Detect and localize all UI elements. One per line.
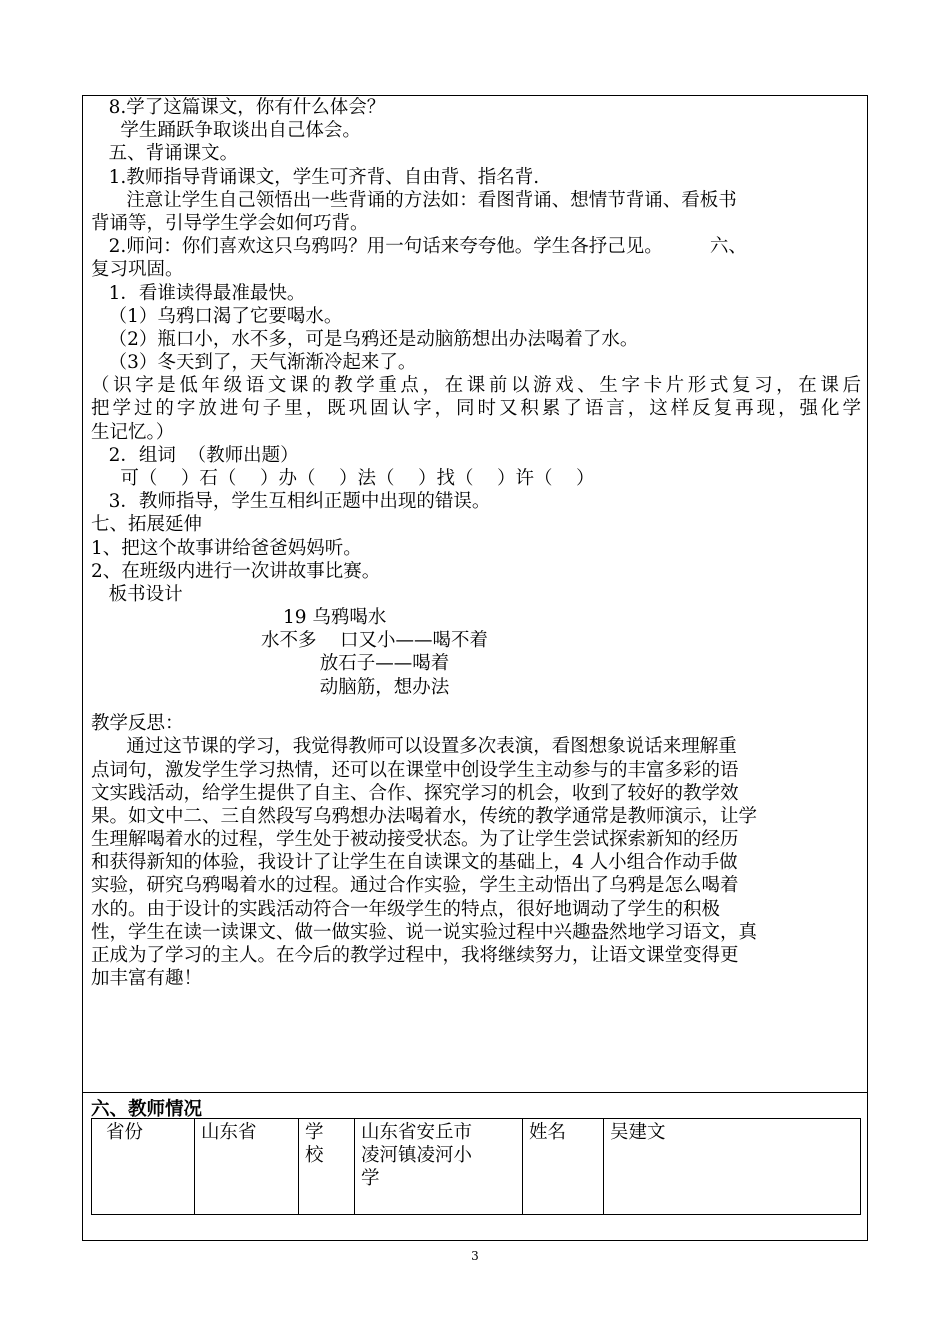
- lesson-line: 复习巩固。: [91, 259, 184, 281]
- board-title: 19 乌鸦喝水: [283, 607, 387, 629]
- reflection-line: 水的。由于设计的实践活动符合一年级学生的特点，很好地调动了学生的积极: [91, 898, 721, 920]
- school-label: 学 校: [299, 1119, 355, 1215]
- lesson-line: 注意让学生自己领悟出一些背诵的方法如：看图背诵、想情节背诵、看板书: [91, 189, 737, 211]
- province-value: 山东省: [195, 1119, 299, 1215]
- lesson-line: 2、在班级内进行一次讲故事比赛。: [91, 560, 381, 582]
- lesson-lines: [91, 96, 861, 606]
- lesson-line: 8.学了这篇课文，你有什么体会？: [91, 97, 386, 118]
- lesson-line: 2.师问：你们喜欢这只乌鸦吗？用一句话来夸夸他。学生各抒己见。 六、: [91, 236, 747, 258]
- lesson-line: 生记忆。）: [91, 421, 175, 443]
- lesson-line: 1.教师指导背诵课文，学生可齐背、自由背、指名背.: [91, 166, 540, 188]
- reflection-text: [91, 735, 861, 990]
- board-line: 水不多 口又小——喝不着: [261, 630, 489, 652]
- lesson-line: 2．组词 （教师出题）: [91, 444, 299, 466]
- name-value: 吴建文: [604, 1119, 861, 1215]
- lesson-line: 五、背诵课文。: [91, 143, 239, 165]
- reflection-line: 实验，研究乌鸦喝着水的过程。通过合作实验，学生主动悟出了乌鸦是怎么喝着: [91, 875, 739, 897]
- reflection-line: 生理解喝着水的过程，学生处于被动接受状态。为了让学生尝试探索新知的经历: [91, 829, 739, 851]
- board-lines: [261, 629, 488, 699]
- reflection-line: 文实践活动，给学生提供了自主、合作、探究学习的机会，收到了较好的教学效: [91, 782, 739, 804]
- board-line: 动脑筋，想办法: [261, 676, 450, 698]
- school-value: 山东省安丘市 凌河镇凌河小 学: [355, 1119, 523, 1215]
- reflection-heading: 教学反思：: [91, 713, 184, 735]
- reflection-line: 加丰富有趣！: [91, 968, 203, 990]
- lesson-line: 学生踊跃争取谈出自己体会。: [91, 120, 361, 142]
- board-design: [91, 606, 861, 698]
- name-label: 姓名: [523, 1119, 604, 1215]
- lesson-line: 1．看谁读得最准最快。: [91, 282, 306, 304]
- teacher-info-table: [91, 1118, 861, 1215]
- lesson-line: （识字是低年级语文课的教学重点，在课前以游戏、生字卡片形式复习，在课后: [91, 375, 861, 397]
- lesson-body: [91, 96, 861, 990]
- reflection-line: 正成为了学习的主人。在今后的教学过程中，我将继续努力，让语文课堂变得更: [91, 945, 739, 966]
- lesson-line: 板书设计: [91, 583, 183, 605]
- lesson-line: 可（ ）石（ ）办（ ）法（ ）找（ ）许（ ）: [91, 468, 595, 489]
- lesson-line: 七、拓展延伸: [91, 514, 203, 536]
- province-label: 省份: [92, 1119, 195, 1215]
- teacher-section-heading: 六、教师情况: [91, 1099, 203, 1120]
- page-number: 3: [471, 1249, 479, 1263]
- reflection-line: 点词句，激发学生学习热情，还可以在课堂中创设学生主动参与的丰富多彩的语: [91, 759, 739, 781]
- reflection-line: 和获得新知的体验，我设计了让学生在自读课文的基础上，4 人小组合作动手做: [91, 852, 738, 874]
- board-line: 放石子——喝着: [261, 653, 450, 675]
- lesson-line: 1、把这个故事讲给爸爸妈妈听。: [91, 537, 362, 559]
- lesson-line: 背诵等，引导学生学会如何巧背。: [91, 212, 369, 234]
- lesson-line: （1）乌鸦口渴了它要喝水。: [91, 305, 343, 327]
- lesson-line: （3）冬天到了，天气渐渐冷起来了。: [91, 352, 417, 374]
- reflection-line: 性，学生在读一读课文、做一做实验、说一说实验过程中兴趣盎然地学习语文，真: [91, 921, 758, 943]
- section-divider: [83, 1092, 867, 1093]
- reflection-line: 果。如文中二、三自然段写乌鸦想办法喝着水，传统的教学通常是教师演示，让学: [91, 805, 758, 827]
- lesson-line: （2）瓶口小，水不多，可是乌鸦还是动脑筋想出办法喝着了水。: [91, 328, 639, 350]
- lesson-line: 把学过的字放进句子里，既巩固认字，同时又积累了语言，这样反复再现，强化学: [91, 398, 861, 420]
- reflection-line: 通过这节课的学习，我觉得教师可以设置多次表演，看图想象说话来理解重: [91, 736, 737, 758]
- lesson-line: 3．教师指导，学生互相纠正题中出现的错误。: [91, 491, 491, 513]
- document-frame: [82, 95, 868, 1241]
